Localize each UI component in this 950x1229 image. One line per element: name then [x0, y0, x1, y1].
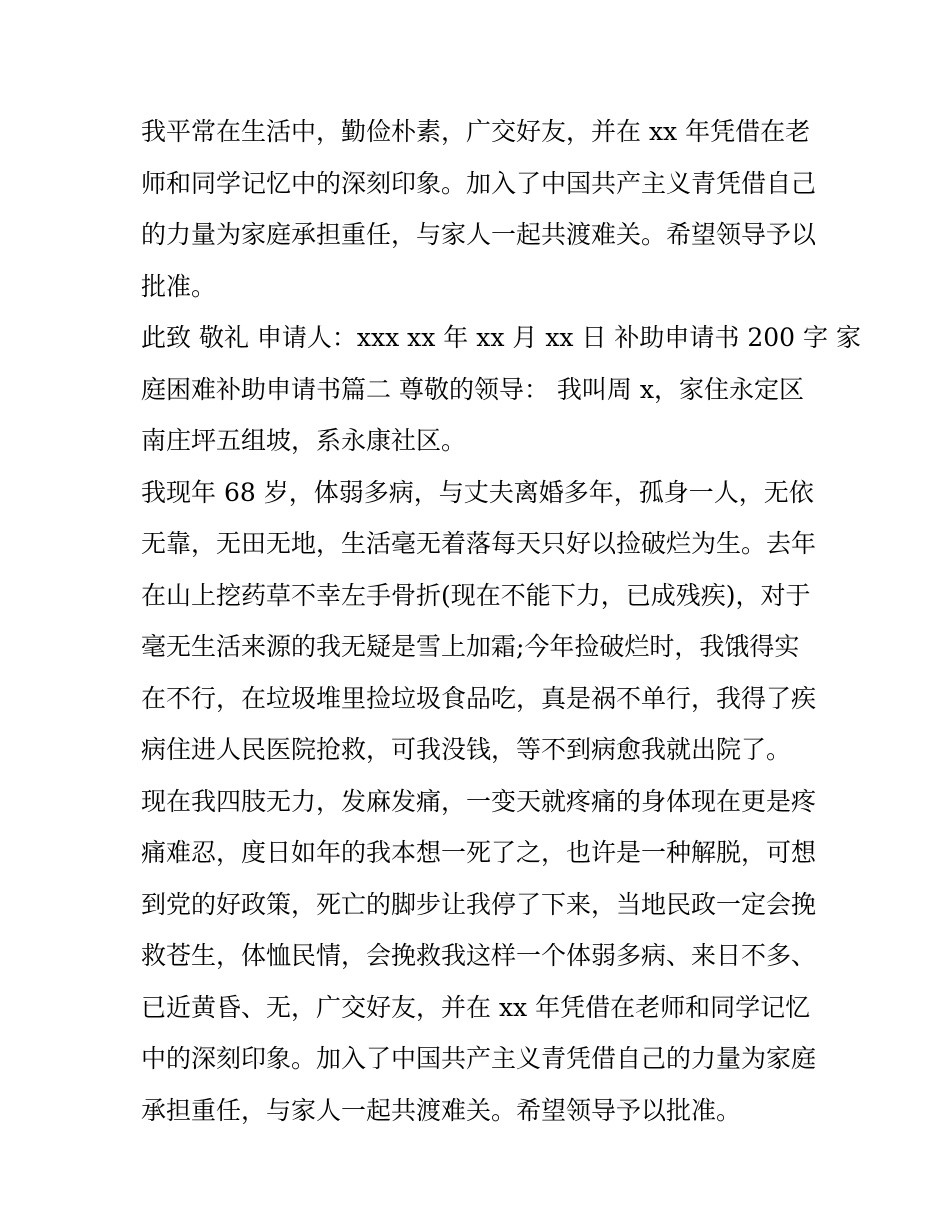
text-line-9: 无靠，无田无地，生活毫无着落每天只好以捡破烂为生。去年 — [141, 529, 817, 558]
text-line-2: 师和同学记忆中的深刻印象。加入了中国共产主义青凭借自己 — [141, 168, 817, 198]
text-line-1: 我平常在生活中，勤俭朴素，广交好友，并在 xx 年凭借在老 — [141, 117, 811, 146]
text-line-3: 的力量为家庭承担重任，与家人一起共渡难关。希望领导予以 — [141, 220, 817, 249]
text-line-11: 毫无生活来源的我无疑是雪上加霜;今年捡破烂时，我饿得实 — [141, 632, 800, 661]
text-line-10: 在山上挖药草不幸左手骨折(现在不能下力，已成残疾)，对于 — [141, 580, 811, 610]
text-line-20: 承担重任，与家人一起共渡难关。希望领导予以批准。 — [141, 1095, 742, 1125]
text-line-8: 我现年 68 岁，体弱多病，与丈夫离婚多年，孤身一人，无依 — [141, 477, 814, 507]
text-line-5: 此致 敬礼 申请人：xxx xx 年 xx 月 xx 日 补助申请书 200 字 家 — [141, 323, 861, 352]
text-line-17: 救苍生，体恤民情，会挽救我这样一个体弱多病、来日不多、 — [141, 941, 817, 970]
text-line-18: 已近黄昏、无，广交好友，并在 xx 年凭借在老师和同学记忆 — [141, 992, 811, 1022]
text-line-13: 病住进人民医院抢救，可我没钱，等不到病愈我就出院了。 — [141, 735, 792, 764]
text-line-12: 在不行，在垃圾堆里捡垃圾食品吃，真是祸不单行，我得了疾 — [141, 683, 817, 713]
text-line-6: 庭困难补助申请书篇二 尊敬的领导： 我叫周 x，家住永定区 — [141, 374, 804, 404]
text-line-19: 中的深刻印象。加入了中国共产主义青凭借自己的力量为家庭 — [141, 1044, 817, 1073]
text-line-7: 南庄坪五组坡，系永康社区。 — [141, 426, 467, 455]
text-line-16: 到党的好政策，死亡的脚步让我停了下来，当地民政一定会挽 — [141, 889, 817, 919]
text-line-15: 痛难忍，度日如年的我本想一死了之，也许是一种解脱，可想 — [141, 838, 817, 867]
text-line-14: 现在我四肢无力，发麻发痛，一变天就疼痛的身体现在更是疼 — [141, 786, 817, 816]
document-body — [141, 106, 861, 1136]
text-line-4: 批准。 — [141, 271, 217, 301]
